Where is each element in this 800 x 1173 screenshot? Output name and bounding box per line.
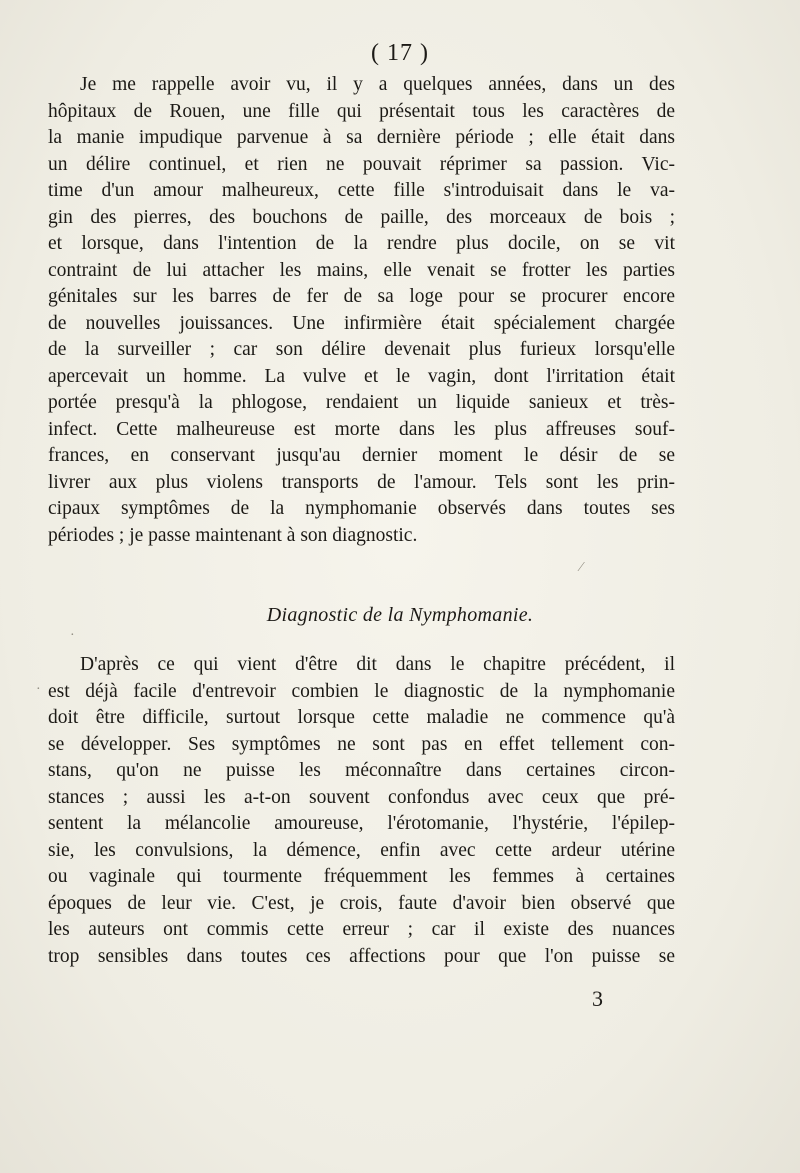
paragraph-diagnostic [48, 652, 675, 970]
page-number: ( 17 ) [371, 40, 429, 66]
text-line: se développer. Ses symptômes ne sont pas en effet tellement con- [48, 733, 675, 755]
text-line: génitales sur les barres de fer de sa loge pour se procurer encore [48, 286, 675, 307]
ink-blot-icon: ⁄ [580, 560, 583, 575]
ink-speck-icon: · [36, 682, 41, 697]
text-line: de la surveiller ; car son délire devenait plus furieux lorsqu'elle [48, 339, 675, 360]
text-line: trop sensibles dans toutes ces affections pour que l'on puisse se [48, 945, 675, 967]
text-line: cipaux symptômes de la nymphomanie observés dans toutes ses [48, 498, 675, 519]
section-heading: Diagnostic de la Nymphomanie. [266, 604, 534, 626]
text-line: est déjà facile d'entrevoir combien le diagnostic de la nymphomanie [48, 680, 675, 702]
text-line: D'après ce qui vient d'être dit dans le chapitre précédent, il [80, 654, 675, 675]
paragraph-case-description [48, 72, 675, 549]
text-line: la manie impudique parvenue à sa dernière période ; elle était dans [48, 127, 675, 148]
text-line: et lorsque, dans l'intention de la rendre plus docile, on se vit [48, 233, 675, 254]
text-line: doit être difficile, surtout lorsque cette maladie ne commence qu'à [48, 707, 675, 728]
text-line: ou vaginale qui tourmente fréquemment les femmes à certaines [48, 866, 675, 887]
text-line: portée presqu'à la phlogose, rendaient un liquide sanieux et très- [48, 392, 675, 413]
text-line: hôpitaux de Rouen, une fille qui présentait tous les caractères de [48, 100, 675, 122]
text-line: time d'un amour malheureux, cette fille s'introduisait dans le va- [48, 180, 675, 201]
text-line: de nouvelles jouissances. Une infirmière était spécialement chargée [48, 312, 675, 334]
text-line: infect. Cette malheureuse est morte dans les plus affreuses souf- [48, 418, 675, 440]
text-line: apercevait un homme. La vulve et le vagin, dont l'irritation était [48, 365, 675, 387]
text-line: un délire continuel, et rien ne pouvait réprimer sa passion. Vic- [48, 153, 675, 175]
text-line: stances ; aussi les a-t-on souvent confondus avec ceux que pré- [48, 786, 675, 808]
text-line: gin des pierres, des bouchons de paille, des morceaux de bois ; [48, 206, 675, 228]
text-line: périodes ; je passe maintenant à son diagnostic. [48, 524, 418, 546]
text-line: Je me rappelle avoir vu, il y a quelques années, dans un des [80, 74, 675, 95]
signature-mark: 3 [592, 986, 603, 1011]
text-line: frances, en conservant jusqu'au dernier moment le désir de se [48, 445, 675, 466]
text-line: contraint de lui attacher les mains, elle venait se frotter les parties [48, 259, 675, 281]
text-line: sentent la mélancolie amoureuse, l'érotomanie, l'hystérie, l'épilep- [48, 813, 675, 834]
text-line: les auteurs ont commis cette erreur ; car il existe des nuances [48, 919, 675, 940]
text-line: époques de leur vie. C'est, je crois, faute d'avoir bien observé que [48, 892, 675, 914]
text-line: sie, les convulsions, la démence, enfin avec cette ardeur utérine [48, 839, 675, 861]
ink-speck-icon: · [70, 628, 75, 643]
text-line: livrer aux plus violens transports de l'amour. Tels sont les prin- [48, 471, 675, 493]
text-line: stans, qu'on ne puisse les méconnaître dans certaines circon- [48, 760, 675, 781]
